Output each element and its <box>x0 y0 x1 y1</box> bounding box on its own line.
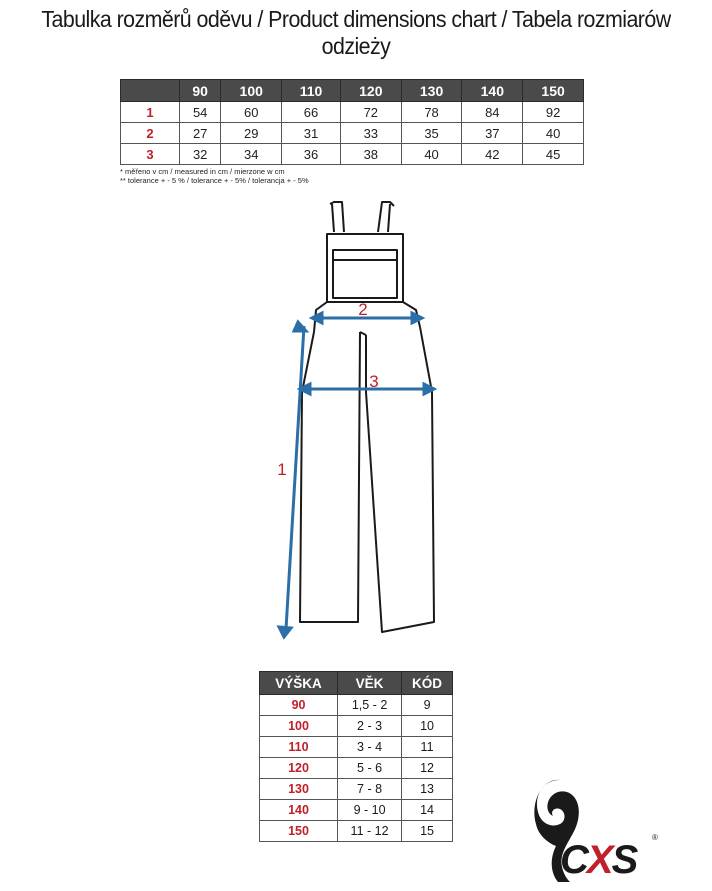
table-row <box>260 695 453 716</box>
age-cell: 2 - 3 <box>338 716 402 737</box>
overalls-diagram <box>270 192 450 647</box>
table-cell: 92 <box>523 102 584 123</box>
age-cell: 3 - 4 <box>338 737 402 758</box>
registered-mark: ® <box>652 833 658 842</box>
col-header-height: VÝŠKA <box>260 672 338 695</box>
arrow-down-icon <box>279 627 291 637</box>
age-cell: 5 - 6 <box>338 758 402 779</box>
age-cell: 1,5 - 2 <box>338 695 402 716</box>
code-cell: 15 <box>402 821 453 842</box>
table-cell: 29 <box>221 123 282 144</box>
col-header-code: KÓD <box>402 672 453 695</box>
size-header: 140 <box>462 80 523 102</box>
table-cell: 38 <box>340 144 401 165</box>
table-cell: 40 <box>401 144 462 165</box>
table-cell: 84 <box>462 102 523 123</box>
height-cell: 150 <box>260 821 338 842</box>
table-cell: 66 <box>282 102 341 123</box>
bib <box>327 234 403 302</box>
measure-label: 3 <box>121 144 180 165</box>
table-cell: 45 <box>523 144 584 165</box>
code-cell: 14 <box>402 800 453 821</box>
arrow-right-icon <box>412 313 422 323</box>
left-strap-inner <box>332 204 334 232</box>
measure-label: 1 <box>121 102 180 123</box>
height-cell: 90 <box>260 695 338 716</box>
measure-3-label: 3 <box>369 372 379 391</box>
height-cell: 100 <box>260 716 338 737</box>
height-cell: 120 <box>260 758 338 779</box>
table-row <box>260 737 453 758</box>
age-header-row <box>260 672 453 695</box>
height-age-table <box>259 671 453 842</box>
table-cell: 37 <box>462 123 523 144</box>
measurement-notes <box>120 167 309 185</box>
brand-letter-x: X <box>586 838 612 882</box>
measure-2-label: 2 <box>358 300 368 319</box>
size-header-row <box>121 80 584 102</box>
table-row <box>260 800 453 821</box>
age-cell: 7 - 8 <box>338 779 402 800</box>
note-tolerance: ** tolerance + - 5 % / tolerance + - 5% / tolerancja + - 5% <box>120 176 309 185</box>
page-title: Tabulka rozměrů oděvu / Product dimensions chart / Tabela rozmiarów odzieży <box>41 6 671 59</box>
right-strap-inner <box>388 204 390 232</box>
size-header: 110 <box>282 80 341 102</box>
height-cell: 130 <box>260 779 338 800</box>
code-cell: 9 <box>402 695 453 716</box>
right-strap <box>378 202 394 232</box>
size-chart-table <box>120 79 584 165</box>
table-cell: 42 <box>462 144 523 165</box>
age-cell: 9 - 10 <box>338 800 402 821</box>
table-cell: 35 <box>401 123 462 144</box>
table-cell: 60 <box>221 102 282 123</box>
table-cell: 72 <box>340 102 401 123</box>
bib-pocket <box>333 250 397 298</box>
size-header: 100 <box>221 80 282 102</box>
code-cell: 10 <box>402 716 453 737</box>
corner-cell <box>121 80 180 102</box>
arrow-left-icon <box>312 313 322 323</box>
overalls-outline <box>300 202 434 632</box>
table-cell: 33 <box>340 123 401 144</box>
table-row <box>121 123 584 144</box>
table-row <box>260 758 453 779</box>
table-row <box>121 144 584 165</box>
table-row <box>260 779 453 800</box>
brand-letter-s: S <box>611 838 637 882</box>
measure-label: 2 <box>121 123 180 144</box>
code-cell: 12 <box>402 758 453 779</box>
size-header: 120 <box>340 80 401 102</box>
code-cell: 11 <box>402 737 453 758</box>
table-cell: 36 <box>282 144 341 165</box>
col-header-age: VĚK <box>338 672 402 695</box>
size-header: 90 <box>180 80 221 102</box>
table-cell: 78 <box>401 102 462 123</box>
age-cell: 11 - 12 <box>338 821 402 842</box>
height-cell: 140 <box>260 800 338 821</box>
size-header: 150 <box>523 80 584 102</box>
table-cell: 31 <box>282 123 341 144</box>
measure-1-label: 1 <box>277 460 287 479</box>
left-leg <box>300 332 360 622</box>
table-cell: 32 <box>180 144 221 165</box>
note-measured: * měřeno v cm / measured in cm / mierzone w cm <box>120 167 285 176</box>
table-row <box>260 716 453 737</box>
table-cell: 27 <box>180 123 221 144</box>
table-cell: 54 <box>180 102 221 123</box>
table-row <box>260 821 453 842</box>
code-cell: 13 <box>402 779 453 800</box>
table-cell: 40 <box>523 123 584 144</box>
brand-letter-c: C <box>560 838 587 882</box>
table-cell: 34 <box>221 144 282 165</box>
size-header: 130 <box>401 80 462 102</box>
table-row <box>121 102 584 123</box>
brand-logo-text <box>560 838 636 883</box>
height-cell: 110 <box>260 737 338 758</box>
